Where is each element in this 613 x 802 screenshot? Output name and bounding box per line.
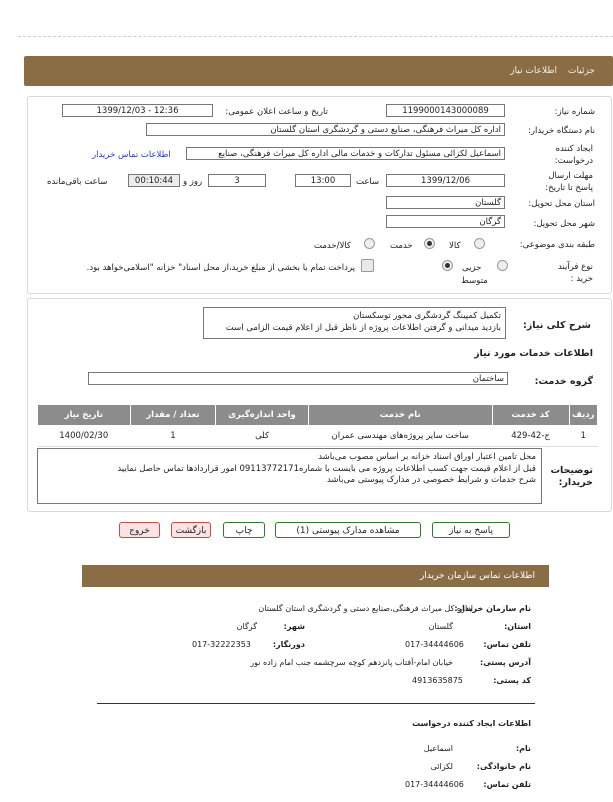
city-label: شهر محل تحویل: xyxy=(533,219,595,229)
contact-province-value: گلستان xyxy=(428,622,453,631)
creator-info-title: اطلاعات ایجاد کننده درخواست xyxy=(412,719,531,728)
process-label: نوع فرآیند خرید : xyxy=(557,262,593,284)
buyer-notes-label: توضیحات خریدار: xyxy=(550,465,593,488)
buyer-org-label: نام دستگاه خریدار: xyxy=(528,126,595,136)
general-desc-line2: بازدید میدانی و گرفتن اطلاعات پروژه از ناظر قبل از اعلام قیمت الزامی است xyxy=(225,323,501,333)
services-table xyxy=(37,404,598,447)
buyer-org-field: اداره کل میراث فرهنگی، صنایع دستی و گردشگری استان گلستان xyxy=(146,123,505,136)
creator-name-value: اسماعیل xyxy=(423,744,453,753)
creator-phone-value: 017-34444606 xyxy=(405,780,464,789)
creator-label: ایجاد کننده درخواست: xyxy=(554,144,593,166)
creator-family-value: لکزائی xyxy=(430,762,453,771)
exit-button[interactable]: خروج xyxy=(119,522,160,538)
contact-fax-label: دورنگار: xyxy=(272,640,305,649)
top-divider xyxy=(18,36,613,37)
buyer-contact-link[interactable]: اطلاعات تماس خریدار xyxy=(92,150,171,160)
category-option-goods: کالا xyxy=(449,241,461,251)
category-radio-goods-service[interactable] xyxy=(364,238,375,249)
buyer-notes-box xyxy=(37,448,542,504)
deadline-label: مهلت ارسال پاسخ تا تاریخ: xyxy=(545,171,593,193)
process-option-minor: جزیی xyxy=(462,263,482,273)
contact-province-label: استان: xyxy=(504,622,531,631)
cell-row: 1 xyxy=(569,426,598,447)
col-name: نام خدمت xyxy=(308,405,492,426)
contact-bar xyxy=(82,565,549,587)
table-header-row xyxy=(38,405,598,426)
back-button[interactable]: بازگشت xyxy=(171,522,211,538)
contact-phone-label: تلفن تماس: xyxy=(483,640,531,649)
contact-org-value: اداره کل میراث فرهنگی،صنایع دستی و گردشگری استان گلستان xyxy=(258,604,473,613)
process-radio-medium[interactable] xyxy=(442,260,453,271)
category-radio-service[interactable] xyxy=(424,238,435,249)
col-row: ردیف xyxy=(569,405,598,426)
creator-name-label: نام: xyxy=(515,744,531,753)
city-field: گرگان xyxy=(386,215,505,228)
tab-need-info[interactable]: اطلاعات نیاز xyxy=(510,66,557,76)
province-label: استان محل تحویل: xyxy=(528,199,595,209)
category-option-goods-service: کالا/خدمت xyxy=(314,241,351,251)
contact-divider xyxy=(97,703,535,704)
buyer-notes-line2: قبل از اعلام قیمت جهت کسب اطلاعات پروژه می بایست با شماره09113772171 امور قراردادها تماس حاصل نمایید xyxy=(117,463,536,474)
contact-city-value: گرگان xyxy=(236,622,257,631)
general-desc-box xyxy=(203,307,506,339)
cell-qty: 1 xyxy=(130,426,216,447)
page-header-bar xyxy=(24,56,613,86)
treasury-checkbox[interactable] xyxy=(361,259,374,272)
buyer-notes-line3: شرح خدمات و شرایط خصوصی در مدارک پیوستی می‌باشد xyxy=(326,475,536,485)
category-label: طبقه بندی موضوعی: xyxy=(519,240,595,250)
contact-address-value: خیابان امام-آفتاب پانزدهم کوچه سرچشمه جنب امام زاده نور xyxy=(250,658,453,667)
print-button[interactable]: چاپ xyxy=(223,522,265,538)
creator-phone-label: تلفن تماس: xyxy=(483,780,531,789)
contact-fax-value: 017-32222353 xyxy=(192,640,251,649)
attachments-button[interactable]: مشاهده مدارک پیوستی (1) xyxy=(275,522,421,538)
process-radio-minor[interactable] xyxy=(497,260,508,271)
deadline-date-field: 1399/12/06 xyxy=(386,174,505,187)
announce-label: تاریخ و ساعت اعلان عمومی: xyxy=(225,107,328,117)
contact-org-label: نام سازمان خریدار: xyxy=(454,604,531,613)
need-number-label: شماره نیاز: xyxy=(554,107,595,117)
cell-unit: کلی xyxy=(216,426,308,447)
cell-code: ج-42-429 xyxy=(492,426,569,447)
table-row xyxy=(38,426,598,447)
contact-city-label: شهر: xyxy=(283,622,305,631)
announce-field: 1399/12/03 - 12:36 xyxy=(62,104,213,117)
remaining-time-field: 00:10:44 xyxy=(128,174,180,187)
buyer-notes-line1: محل تامین اعتبار اوراق اسناد خزانه بر اساس مصوب می‌باشد xyxy=(318,452,536,462)
category-radio-goods[interactable] xyxy=(474,238,485,249)
contact-address-label: آدرس پستی: xyxy=(480,658,531,667)
general-desc-line1: تکمیل کمپینگ گردشگری محور توسکستان xyxy=(353,311,501,321)
col-unit: واحد اندازه‌گیری xyxy=(216,405,308,426)
deadline-time-field: 13:00 xyxy=(295,174,351,187)
deadline-time-label: ساعت xyxy=(356,177,380,187)
need-number-field: 1199000143000089 xyxy=(386,104,505,117)
treasury-note: پرداخت تمام یا بخشی از مبلغ خرید،از محل اسناد" خزانه "اسلامی‌خواهد بود. xyxy=(86,263,355,273)
contact-postal-value: 4913635875 xyxy=(412,676,463,685)
cell-date: 1400/02/30 xyxy=(38,426,131,447)
remaining-label: ساعت باقی‌مانده xyxy=(47,177,108,187)
process-option-medium: متوسط xyxy=(461,276,488,286)
province-field: گلستان xyxy=(386,196,505,209)
services-title: اطلاعات خدمات مورد نیاز xyxy=(474,348,593,359)
tab-details[interactable]: جزئیات xyxy=(568,66,595,76)
contact-phone-value: 017-34444606 xyxy=(405,640,464,649)
category-option-service: خدمت xyxy=(390,241,413,251)
creator-family-label: نام خانوادگی: xyxy=(476,762,531,771)
contact-bar-title: اطلاعات تماس سازمان خریدار xyxy=(419,571,535,581)
cell-name: ساخت سایر پروژه‌های مهندسی عمران xyxy=(308,426,492,447)
contact-postal-label: کد پستی: xyxy=(493,676,531,685)
general-desc-label: شرح کلی نیاز: xyxy=(522,320,591,331)
days-field: 3 xyxy=(208,174,266,187)
days-label: روز و xyxy=(183,177,203,187)
col-date: تاریخ نیاز xyxy=(38,405,131,426)
reply-button[interactable]: پاسخ به نیاز xyxy=(432,522,510,538)
service-group-label: گروه خدمت: xyxy=(534,376,593,387)
creator-field: اسماعیل لکزائی مسئول تدارکات و خدمات مالی اداره کل میراث فرهنگی، صنایع xyxy=(186,147,505,160)
service-group-field: ساختمان xyxy=(88,372,508,385)
col-code: کد خدمت xyxy=(492,405,569,426)
col-qty: تعداد / مقدار xyxy=(130,405,216,426)
